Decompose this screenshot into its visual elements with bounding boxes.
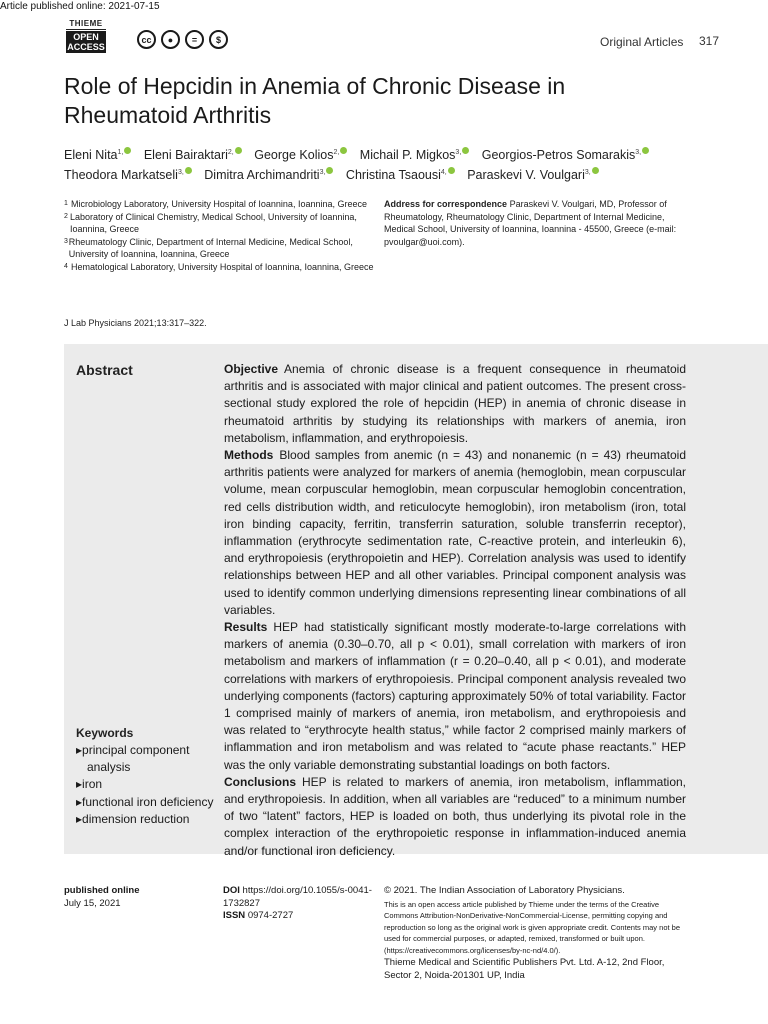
doi-link[interactable]: https://doi.org/10.1055/s-0041-1732827 <box>223 885 372 909</box>
correspondence-label: Address for correspondence <box>384 199 508 209</box>
affiliation: 1 Microbiology Laboratory, University Hospital of Ioannina, Ioannina, Greece <box>64 199 367 209</box>
author-list <box>64 144 754 184</box>
page-number: 317 <box>699 34 720 48</box>
author[interactable]: Theodora Markatseli$^{3,}$ <box>64 168 192 182</box>
author[interactable]: Eleni Bairaktari$^{2,}$ <box>144 148 242 162</box>
affiliations <box>64 198 374 273</box>
orcid-icon[interactable] <box>326 167 333 174</box>
abstract-results: Results HEP had statistically significant mostly moderate-to-large correlations with markers of anemia (0.30–0.70, all p < 0.01), small correlation with markers of iron metabolism and markers of inflammation (r = 0.20–0.40, all p < 0.01), and moderate correlations with markers of erythropoiesis. Principal component analysis revealed two underlying components (factors) capturing approximately 50% of total variability. Factor 1 comprised mainly of markers of anemia, iron metabolism, and erythropoiesis and was related to “erythrocyte health status,” while factor 2 comprised mainly markers of inflammation and iron metabolism and was related to “acute phase reactants.” HEP was the only variable demonstrating substantial loadings on both factors. <box>224 620 686 772</box>
orcid-icon[interactable] <box>124 147 131 154</box>
by-icon: ● <box>161 30 180 49</box>
keyword-item[interactable]: ▸ iron <box>76 776 216 793</box>
author[interactable]: Eleni Nita$^{1,}$ <box>64 148 131 162</box>
orcid-icon[interactable] <box>462 147 469 154</box>
affiliation: 4 Hematological Laboratory, University Hospital of Ioannina, Ioannina, Greece <box>64 261 374 272</box>
nd-icon: = <box>185 30 204 49</box>
correspondence-text: Paraskevi V. Voulgari, MD, Professor of Rheumatology, Rheumatology Clinic, Department of Internal Medicine, Medical School, University of Ioannina, Ioannina - 45500, Greece (e-mail: pvoulgar@uoi.com). <box>384 199 677 247</box>
abstract-conclusions: Conclusions HEP is related to markers of anemia, iron metabolism, inflammation, and erythropoiesis. In addition, when all variables are “reduced” to a minimum number of two “latent” factors, HEP is loaded on both, thus underlying its pivotal role in the complex interaction of the erythropoietic response in inflammation-induced anemia and/or functional iron deficiency. <box>224 774 686 858</box>
publisher-name: THIEME <box>66 19 106 30</box>
correspondence-address <box>384 198 684 248</box>
author[interactable]: George Kolios$^{2,}$ <box>254 148 347 162</box>
author[interactable]: Paraskevi V. Voulgari$^{3,}$ <box>467 168 599 182</box>
orcid-icon[interactable] <box>642 147 649 154</box>
license-text: This is an open access article published by Thieme under the terms of the Creative Commons Attribution-NonDerivative-NonCommercial-License, permitting copying and reproduction so long as the original work is given appropriate credit. Contents may not be used for commercial purposes, or adapted, remixed, transformed or built upon. (https://creativecommons.org/licenses/by-nc-nd/4.0/). <box>384 899 680 955</box>
doi-label: DOI <box>223 885 240 896</box>
published-date: July 15, 2021 <box>64 898 121 909</box>
author[interactable]: Christina Tsaousi$^{4,}$ <box>346 168 455 182</box>
keyword-item[interactable]: ▸ functional iron deficiency <box>76 794 216 811</box>
section-label: Original Articles <box>600 35 684 49</box>
issn-label: ISSN <box>223 910 246 921</box>
creative-commons-icons <box>137 30 228 49</box>
keyword-item[interactable]: ▸ dimension reduction <box>76 811 216 828</box>
published-online-label: published online <box>64 885 140 896</box>
abstract-methods: Methods Blood samples from anemic (n = 43) and nonanemic (n = 43) rheumatoid arthritis patients were analyzed for markers of anemia (hemoglobin, mean corpuscular volume, mean corpuscular hemoglobin, mean corpuscular hemoglobin concentration, red cells distribution width, and reticulocyte hemoglobin), iron metabolism (iron, total iron binding capacity, ferritin, transferrin saturation, soluble transferrin receptor), inflammation (erythrocyte sedimentation rate, C-reactive protein, and interleukin 6), and erythropoiesis (erythropoietin and HEP). Correlation analysis was used to identify relationships between HEP and all other variables. Principal component analysis was used to identify common underlying dimensions representing linear combinations of all variables. <box>224 448 686 617</box>
publication-stamp: Article published online: 2021-07-15 <box>0 1 160 12</box>
author[interactable]: Georgios-Petros Somarakis$^{3,}$ <box>482 148 649 162</box>
publisher-address: Thieme Medical and Scientific Publishers Pvt. Ltd. A-12, 2nd Floor, Sector 2, Noida-201301 UP, India <box>384 957 665 981</box>
doi-issn-block <box>223 885 373 923</box>
copyright-block <box>384 885 686 982</box>
keywords-list <box>76 742 216 828</box>
journal-citation: J Lab Physicians 2021;13:317–322. <box>64 318 207 328</box>
orcid-icon[interactable] <box>592 167 599 174</box>
orcid-icon[interactable] <box>340 147 347 154</box>
orcid-icon[interactable] <box>448 167 455 174</box>
orcid-icon[interactable] <box>235 147 242 154</box>
nc-icon: $ <box>209 30 228 49</box>
abstract-heading: Abstract <box>76 362 133 378</box>
affiliation: 3 Rheumatology Clinic, Department of Internal Medicine, Medical School, University of Ioannina, Ioannina, Greece <box>64 236 353 259</box>
orcid-icon[interactable] <box>185 167 192 174</box>
affiliation: 2 Laboratory of Clinical Chemistry, Medical School, University of Ioannina, Ioannina, Greece <box>64 211 357 234</box>
abstract-objective: Objective Anemia of chronic disease is a frequent consequence in rheumatoid arthritis and is associated with major clinical and patient outcomes. The present cross-sectional study explored the role of hepcidin (HEP) in anemia of chronic disease in rheumatoid arthritis by studying its relationships with markers of anemia, iron metabolism, inflammation, and erythropoiesis. <box>224 362 686 445</box>
issn-value: 0974-2727 <box>247 910 294 921</box>
open-access-badge: OPEN ACCESS <box>67 32 105 52</box>
thieme-open-access-logo <box>66 19 106 53</box>
cc-icon: cc <box>137 30 156 49</box>
author[interactable]: Dimitra Archimandriti$^{3,}$ <box>204 168 333 182</box>
article-title: Role of Hepcidin in Anemia of Chronic Disease in Rheumatoid Arthritis <box>64 73 566 128</box>
copyright-line: © 2021. The Indian Association of Laboratory Physicians. <box>384 885 625 896</box>
keywords-heading: Keywords <box>76 726 134 740</box>
keyword-item[interactable]: ▸ principal component analysis <box>76 742 216 776</box>
abstract-body <box>224 361 686 860</box>
author[interactable]: Michail P. Migkos$^{3,}$ <box>360 148 469 162</box>
